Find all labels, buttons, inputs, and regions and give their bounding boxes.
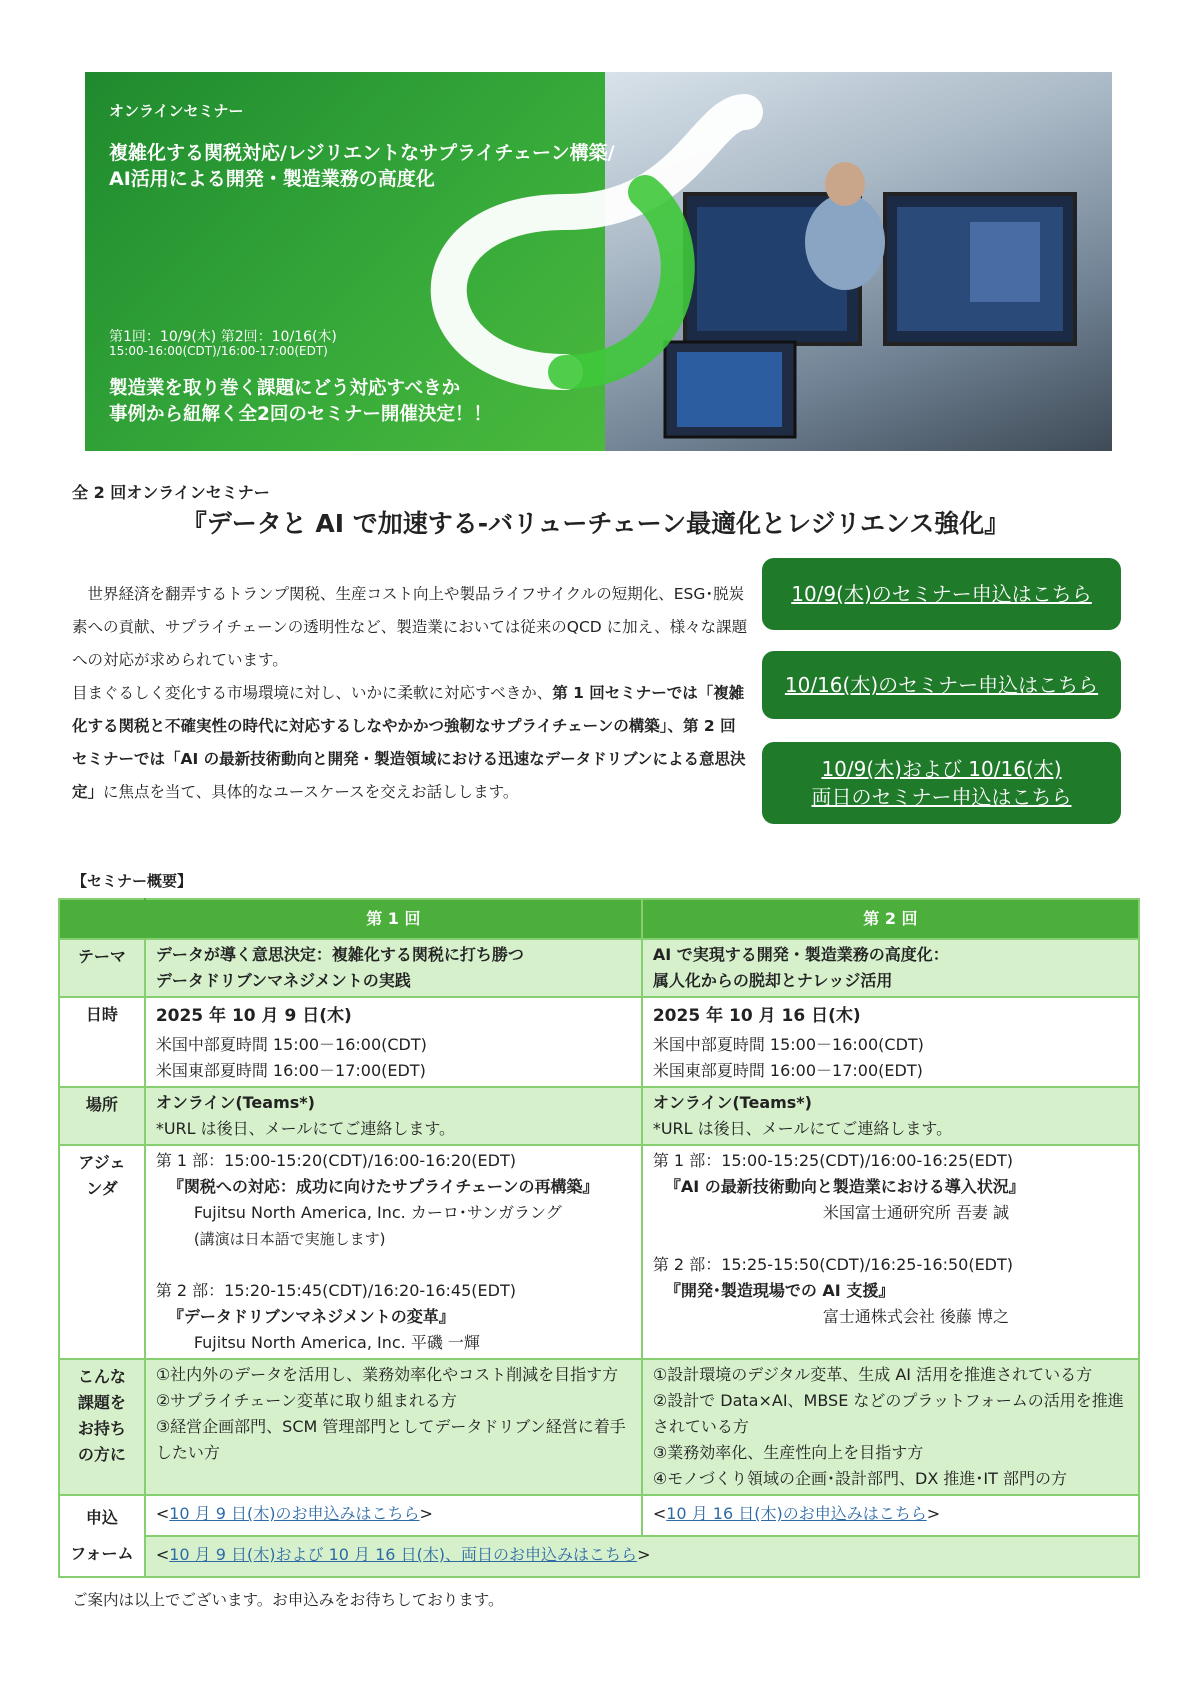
hero-banner (85, 72, 1112, 451)
main-title: 『データと AI で加速する-バリューチェーン最適化とレジリエンス強化』 (181, 509, 1010, 538)
theme-line: データドリブンマネジメントの実践 (155, 971, 411, 990)
agenda-part-time: 第 2 部：15:25-15:50(CDT)/16:25-16:50(EDT) (652, 1255, 1014, 1274)
agenda-part-title: 『データドリブンマネジメントの変革』 (167, 1307, 455, 1326)
form-both-days (145, 1536, 1139, 1577)
table-row-form-both (59, 1536, 1139, 1577)
agenda-part-time: 第 1 部：15:00-15:20(CDT)/16:00-16:20(EDT) (155, 1151, 516, 1170)
agenda-part-time: 第 1 部：15:00-15:25(CDT)/16:00-16:25(EDT) (652, 1151, 1014, 1170)
agenda-speaker: Fujitsu North America, Inc. カーロ･サンガラング (193, 1203, 562, 1222)
bracket: < (155, 1504, 170, 1523)
register-oct16-button[interactable] (762, 651, 1121, 719)
row-label-venue: 場所 (59, 1087, 145, 1145)
button-label: 10/9(木)および 10/16(木) (821, 757, 1062, 781)
banner-catchphrase (109, 376, 609, 428)
venue-name: オンライン(Teams*) (652, 1093, 812, 1112)
laptop-screen-shape (677, 352, 782, 427)
row-label-line: ンダ (86, 1179, 118, 1198)
overview-label: 【セミナー概要】 (72, 872, 193, 890)
form-link-oct16[interactable]: 10 月 16 日(木)のお申込みはこちら (666, 1504, 927, 1523)
row-label-line: こんな (77, 1367, 126, 1386)
banner-times: 15:00-16:00(CDT)/16:00-17:00(EDT) (109, 344, 328, 358)
audience-session-2 (642, 1359, 1139, 1495)
audience-item: ③業務効率化、生産性向上を目指す方 (652, 1443, 924, 1462)
agenda-session-1 (145, 1145, 642, 1359)
agenda-session-2 (642, 1145, 1139, 1359)
table-row-audience (59, 1359, 1139, 1495)
closing-text: ご案内は以上でございます。お申込みをお待ちしております。 (72, 1591, 504, 1609)
button-label: 両日のセミナー申込はこちら (811, 785, 1072, 809)
header-empty-cell (59, 899, 145, 939)
audience-item: ③経営企画部門、SCM 管理部門としてデータドリブン経営に着手したい方 (155, 1417, 626, 1462)
banner-catch-line: 製造業を取り巻く課題にどう対応すべきか (109, 378, 461, 399)
button-label: 10/16(木)のセミナー申込はこちら (784, 673, 1099, 697)
row-label-line: 申込 (85, 1508, 118, 1527)
register-oct9-button[interactable] (762, 558, 1121, 630)
banner-title-line: 複雑化する関税対応/レジリエントなサプライチェーン構築/ (109, 142, 615, 164)
intro-text-span: に焦点を当て、具体的なユースケースを交えお話しします。 (103, 783, 519, 801)
audience-item: ②サプライチェーン変革に取り組まれる方 (155, 1391, 457, 1410)
row-label-agenda (59, 1145, 145, 1359)
agenda-note: (講演は日本語で実施します) (193, 1230, 386, 1248)
row-label-form (59, 1495, 145, 1577)
agenda-speaker: Fujitsu North America, Inc. 平磯 一輝 (193, 1333, 480, 1352)
agenda-part-title: 『開発･製造現場での AI 支援』 (664, 1281, 895, 1300)
form-link-both-days[interactable]: 10 月 9 日(木)および 10 月 16 日(木)、両日のお申込みはこちら (169, 1545, 638, 1564)
person-back-shape (805, 194, 885, 290)
session-time-edt: 米国東部夏時間 16:00－17:00(EDT) (652, 1061, 923, 1080)
venue-session-1 (145, 1087, 642, 1145)
table-row-agenda (59, 1145, 1139, 1359)
table-row-datetime (59, 997, 1139, 1087)
bracket: > (637, 1545, 651, 1564)
theme-line: AI で実現する開発・製造業務の高度化： (652, 945, 949, 964)
agenda-part-title: 『関税への対応：成功に向けたサプライチェーンの再構築』 (167, 1177, 599, 1196)
row-label-datetime: 日時 (59, 997, 145, 1087)
session-time-cdt: 米国中部夏時間 15:00－16:00(CDT) (652, 1035, 924, 1054)
row-label-audience (59, 1359, 145, 1495)
row-label-line: お持ち (77, 1419, 126, 1438)
intro-bold-span: 第 1 回セミナーでは「複雑化する関税と不確実性の時代に対応するしなやかかつ強靭なサプライチェーンの構築」、第 2 回セミナーでは「AI の最新技術動向と開発・製造領域における迅速なデータドリブンによる意思決定」 (72, 684, 746, 801)
agenda-speaker: 米国富士通研究所 吾妻 誠 (822, 1203, 1010, 1222)
form-session-2 (642, 1495, 1139, 1536)
row-label-theme: テーマ (59, 939, 145, 997)
banner-label: オンラインセミナー (109, 102, 244, 120)
session-date: 2025 年 10 月 9 日(木) (155, 1006, 352, 1026)
datetime-session-1 (145, 997, 642, 1087)
banner-title-line: AI活用による開発・製造業務の高度化 (109, 168, 435, 190)
intro-text-span: 目まぐるしく変化する市場環境に対し、いかに柔軟に対応すべきか、 (72, 684, 553, 702)
header-session-1: 第 1 回 (145, 899, 642, 939)
audience-item: ①社内外のデータを活用し、業務効率化やコスト削減を目指す方 (155, 1365, 619, 1384)
bracket: < (155, 1545, 170, 1564)
intro-text (72, 578, 750, 809)
table-header-row (59, 899, 1139, 939)
agenda-part-title: 『AI の最新技術動向と製造業における導入状況』 (664, 1177, 1025, 1196)
datetime-session-2 (642, 997, 1139, 1087)
register-both-days-button[interactable] (762, 742, 1121, 824)
audience-item: ④モノづくり領域の企画･設計部門、DX 推進･IT 部門の方 (652, 1469, 1067, 1488)
audience-session-1 (145, 1359, 642, 1495)
series-label: 全 2 回オンラインセミナー (72, 483, 270, 502)
agenda-speaker: 富士通株式会社 後藤 博之 (822, 1307, 1010, 1326)
audience-item: ①設計環境のデジタル変革、生成 AI 活用を推進されている方 (652, 1365, 1093, 1384)
banner-catch-line: 事例から紐解く全2回のセミナー開催決定！！ (109, 404, 492, 425)
button-label: 10/9(木)のセミナー申込はこちら (791, 582, 1092, 606)
table-row-theme (59, 939, 1139, 997)
intro-paragraph (72, 677, 750, 809)
banner-dates: 第1回：10/9(木) 第2回：10/16(木) (109, 329, 337, 345)
theme-session-1 (145, 939, 642, 997)
row-label-line: フォーム (70, 1544, 134, 1563)
bracket: > (926, 1504, 941, 1523)
theme-session-2 (642, 939, 1139, 997)
spacer (653, 1226, 1128, 1252)
spacer (156, 1252, 631, 1278)
venue-note: *URL は後日、メールにてご連絡します。 (652, 1119, 953, 1138)
data-cube-shape (970, 222, 1040, 302)
row-label-line: 課題を (77, 1393, 126, 1412)
session-date: 2025 年 10 月 16 日(木) (652, 1006, 861, 1026)
audience-item: ②設計で Data×AI、MBSE などのプラットフォームの活用を推進されている方 (652, 1391, 1124, 1436)
bracket: < (652, 1504, 667, 1523)
session-time-edt: 米国東部夏時間 16:00－17:00(EDT) (155, 1061, 426, 1080)
person-head-shape (825, 162, 865, 206)
theme-line: データが導く意思決定：複雑化する関税に打ち勝つ (155, 945, 524, 964)
form-session-1 (145, 1495, 642, 1536)
bracket: > (419, 1504, 433, 1523)
row-label-line: の方に (77, 1445, 126, 1464)
form-link-oct9[interactable]: 10 月 9 日(木)のお申込みはこちら (169, 1504, 420, 1523)
banner-title (109, 140, 629, 192)
agenda-part-time: 第 2 部：15:20-15:45(CDT)/16:20-16:45(EDT) (155, 1281, 516, 1300)
row-label-line: アジェ (78, 1153, 126, 1172)
venue-note: *URL は後日、メールにてご連絡します。 (155, 1119, 456, 1138)
session-time-cdt: 米国中部夏時間 15:00－16:00(CDT) (155, 1035, 427, 1054)
table-row-venue (59, 1087, 1139, 1145)
header-session-2: 第 2 回 (642, 899, 1139, 939)
theme-line: 属人化からの脱却とナレッジ活用 (652, 971, 893, 990)
intro-paragraph: 世界経済を翻弄するトランプ関税、生産コスト向上や製品ライフサイクルの短期化、ESG･脱炭素への貢献、サプライチェーンの透明性など、製造業においては従来のQCD に加え、様々な課題への対応が求められています。 (72, 585, 748, 669)
table-row-form (59, 1495, 1139, 1536)
venue-session-2 (642, 1087, 1139, 1145)
venue-name: オンライン(Teams*) (155, 1093, 315, 1112)
seminar-overview-table (58, 898, 1140, 1578)
